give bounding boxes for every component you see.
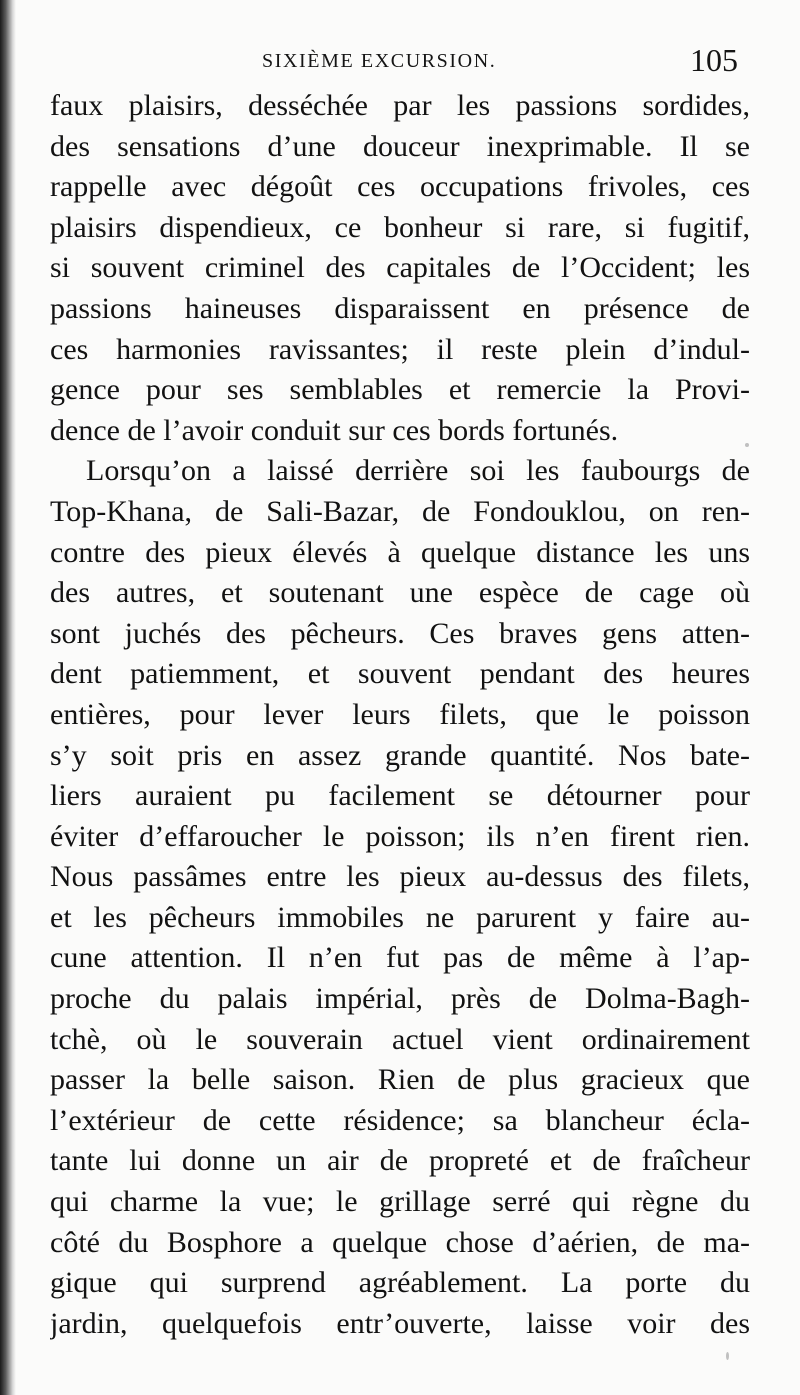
text-line: proche du palais impérial, près de Dolma-Bagh- bbox=[50, 982, 750, 1016]
text-line: passer la belle saison. Rien de plus gracieux que bbox=[50, 1063, 750, 1097]
text-line: jardin, quelquefois entr’ouverte, laisse voir des bbox=[50, 1306, 750, 1340]
text-line: rappelle avec dégoût ces occupations frivoles, ces bbox=[50, 170, 750, 204]
text-line: Top-Khana, de Sali-Bazar, de Fondouklou, on ren- bbox=[50, 494, 750, 528]
text-line: l’extérieur de cette résidence; sa blancheur écla- bbox=[50, 1103, 750, 1137]
text-line: s’y soit pris en assez grande quantité. Nos bate- bbox=[50, 738, 750, 772]
text-line: ces harmonies ravissantes; il reste plein d’indul- bbox=[50, 332, 750, 366]
text-line: tchè, où le souverain actuel vient ordinairement bbox=[50, 1022, 750, 1056]
text-line: des sensations d’une douceur inexprimable. Il se bbox=[50, 129, 750, 163]
text-line: Nous passâmes entre les pieux au-dessus des filets, bbox=[50, 860, 750, 894]
running-title: SIXIÈME EXCURSION. bbox=[262, 50, 497, 72]
text-line: liers auraient pu facilement se détourner pour bbox=[50, 779, 750, 813]
text-line: tante lui donne un air de propreté et de fraîcheur bbox=[50, 1144, 750, 1178]
text-line: plaisirs dispendieux, ce bonheur si rare, si fugitif, bbox=[50, 210, 750, 244]
text-line: dent patiemment, et souvent pendant des heures bbox=[50, 657, 750, 691]
text-line: dence de l’avoir conduit sur ces bords fortunés. bbox=[50, 413, 619, 447]
paper-speck bbox=[745, 443, 749, 447]
text-line: contre des pieux élevés à quelque distance les uns bbox=[50, 535, 750, 569]
text-line: des autres, et soutenant une espèce de cage où bbox=[50, 576, 750, 610]
text-line: faux plaisirs, desséchée par les passions sordides, bbox=[50, 89, 750, 122]
text-line: sont juchés des pêcheurs. Ces braves gens atten- bbox=[50, 616, 750, 650]
text-line: gique qui surprend agréablement. La porte du bbox=[50, 1266, 750, 1300]
text-line: éviter d’effaroucher le poisson; ils n’en firent rien. bbox=[50, 819, 750, 853]
text-line: entières, pour lever leurs filets, que le poisson bbox=[50, 697, 750, 731]
paper-speck bbox=[726, 1352, 729, 1360]
text-line: gence pour ses semblables et remercie la Provi- bbox=[50, 373, 750, 407]
text-line: si souvent criminel des capitales de l’Occident; les bbox=[50, 251, 750, 285]
text-line: côté du Bosphore a quelque chose d’aérien, de ma- bbox=[50, 1225, 750, 1259]
text-line: Lorsqu’on a laissé derrière soi les faubourgs de bbox=[86, 454, 750, 488]
text-line: passions haineuses disparaissent en présence de bbox=[50, 291, 750, 325]
page-header bbox=[0, 44, 800, 84]
text-line: et les pêcheurs immobiles ne parurent y faire au- bbox=[50, 900, 750, 934]
page-number: 105 bbox=[690, 42, 738, 78]
text-line: cune attention. Il n’en fut pas de même à l’ap- bbox=[50, 941, 750, 975]
text-line: qui charme la vue; le grillage serré qui règne du bbox=[50, 1185, 750, 1219]
body-text bbox=[50, 86, 750, 1344]
page-binding-edge bbox=[0, 0, 16, 1395]
